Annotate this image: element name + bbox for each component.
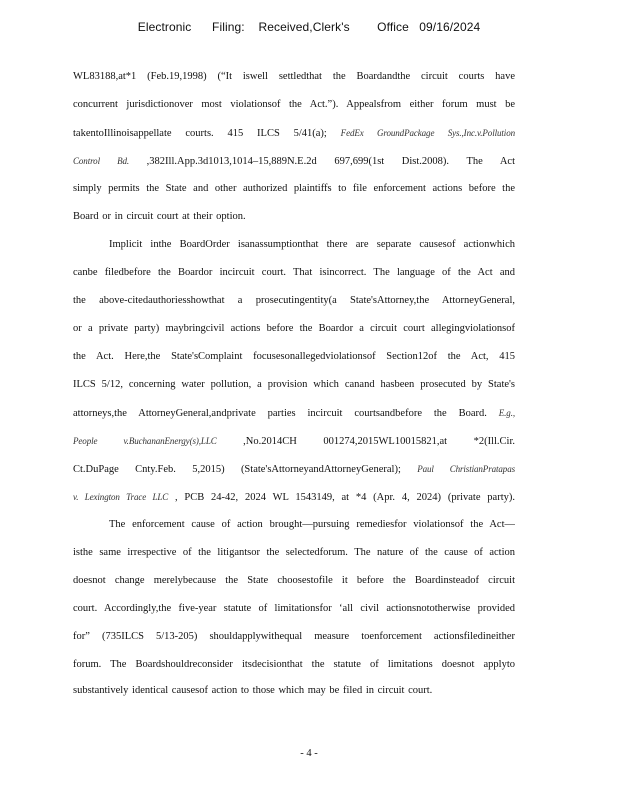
text-line	[73, 684, 515, 698]
text-line	[73, 546, 515, 560]
page-number: - 4 -	[300, 748, 318, 759]
text-span: attorneys,the AttorneyGeneral,andprivate parties incircuit courtsandbefore the Board.	[73, 408, 499, 419]
text-line	[73, 350, 515, 364]
text-line	[73, 294, 515, 308]
text-line	[73, 658, 515, 672]
text-span: Ct.DuPage Cnty.Feb. 5,2015) (State'sAttorneyandAttorneyGeneral);	[73, 464, 418, 475]
text-line	[73, 154, 515, 168]
text-span: court. Accordingly,the five-year statute of limitationsfor ‘all civil actionsnototherwise provided	[73, 603, 515, 614]
text-line	[73, 70, 515, 84]
text-span: forum. The Boardshouldreconsider itsdecisionthat the statute of limitations doesnot applyto	[73, 659, 515, 670]
text-line	[73, 406, 515, 420]
text-span: or a private party) maybringcivil actions before the Boardor a circuit court allegingviolationsof	[73, 323, 515, 334]
text-line	[73, 378, 515, 392]
text-line	[73, 490, 515, 504]
text-line	[73, 434, 515, 448]
text-line	[109, 518, 515, 532]
text-span: The enforcement cause of action brought—pursuing remediesfor violationsof the Act—	[109, 519, 515, 530]
case-citation: E.g.,	[498, 408, 515, 418]
text-span: simply permits the State and other authorized plaintiffs to file enforcement actions before the	[73, 183, 515, 194]
case-citation: Control Bd.	[73, 156, 130, 166]
text-span: Board or in circuit court at their option.	[73, 211, 246, 222]
case-citation: People v.BuchananEnergy(s),LLC	[73, 436, 217, 446]
case-citation: v. Lexington Trace LLC	[73, 492, 169, 502]
text-line	[73, 322, 515, 336]
text-span: the Act. Here,the State'sComplaint focusesonallegedviolationsof Section12of the Act, 415	[73, 351, 515, 362]
text-span: , PCB 24-42, 2024 WL 1543149, at *4 (Apr. 4, 2024) (private party).	[168, 492, 515, 503]
text-span: substantively identical causesof action to those which may be filed in circuit court.	[73, 685, 433, 696]
text-line	[73, 266, 515, 280]
text-line	[73, 182, 515, 196]
text-span: isthe same irrespective of the litigantsor the selectedforum. The nature of the cause of action	[73, 547, 515, 558]
text-line	[73, 462, 515, 476]
text-line	[73, 126, 515, 140]
text-span: doesnot change merelybecause the State choosestofile it before the Boardinsteadof circuit	[73, 575, 515, 586]
text-line	[109, 238, 515, 252]
text-span: Implicit inthe BoardOrder isanassumptionthat there are separate causesof actionwhich	[109, 239, 515, 250]
text-span: concurrent jurisdictionover most violationsof the Act.”). Appealsfrom either forum must be	[73, 99, 515, 110]
text-span: the above-citedauthoriesshowthat a prosecutingentity(a State'sAttorney,the AttorneyGeneral,	[73, 295, 515, 306]
text-span: ,No.2014CH 001274,2015WL10015821,at *2(Ill.Cir.	[216, 436, 515, 447]
filing-stamp-header: Electronic Filing: Received,Clerk's Office 09/16/2024	[137, 20, 481, 34]
text-line	[73, 98, 515, 112]
text-line	[73, 574, 515, 588]
text-line	[73, 630, 515, 644]
text-span: ILCS 5/12, concerning water pollution, a provision which canand hasbeen prosecuted by State's	[73, 379, 515, 390]
text-line	[73, 602, 515, 616]
text-span: for” (735ILCS 5/13-205) shouldapplywithequal measure toenforcement actionsfiledineither	[73, 631, 515, 642]
text-span: canbe filedbefore the Boardor incircuit court. That isincorrect. The language of the Act and	[73, 267, 515, 278]
text-line	[73, 210, 515, 224]
text-span: WL83188,at*1 (Feb.19,1998) (“It iswell settledthat the Boardandthe circuit courts have	[73, 71, 515, 82]
case-citation: Paul ChristianPratapas	[417, 464, 515, 474]
text-span: takentoIllinoisappellate courts. 415 ILCS 5/41(a);	[73, 128, 341, 139]
text-span: ,382Ill.App.3d1013,1014–15,889N.E.2d 697,699(1st Dist.2008). The Act	[129, 156, 515, 167]
case-citation: FedEx GroundPackage Sys.,Inc.v.Pollution	[340, 128, 515, 138]
